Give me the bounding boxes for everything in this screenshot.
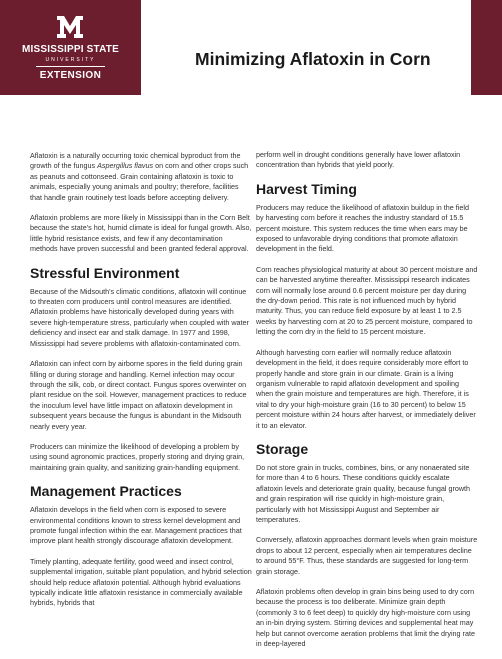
- paragraph: Aflatoxin problems are more likely in Mississippi than in the Corn Belt because the state's hot, humid climate is ideal for fungal growth. Also, little hybrid resistance exists, and few if any decontamination methods have proven successful and been granted federal approval.: [30, 213, 252, 254]
- section-heading-harvest-timing: Harvest Timing: [256, 180, 357, 197]
- header-accent-bar: [471, 0, 502, 95]
- paragraph: Although harvesting corn earlier will normally reduce aflatoxin development in the field, it does require considerably more effort to properly handle and store grain in our climate. Grain is a living organism vulnerable to rapid aflatoxin development and spoiling when the grain moisture and temperatures are high. Therefore, it is vital to dry your high-moisture grain (16 to 30 percent) to below 15 percent moisture within 24 hours after harvest, or immediately deliver it to an elevator.: [256, 347, 476, 430]
- paragraph: Aflatoxin can infect corn by airborne spores in the field during grain filling or during storage and handling. Kernel infection may occur through the silk, cob, or direct contact. Fungus spores overwinter on plant residue on the soil. However, management practices to reduce the inoculum level have little impact on aflatoxin development in subsequent years because the fungus is abundant in the Midsouth nearly every year.: [30, 359, 247, 431]
- species-name: Aspergillus flavus: [97, 161, 154, 171]
- paragraph: Timely planting, adequate fertility, good weed and insect control, supplemental irrigation, suitable plant population, and hybrid selection should help reduce aflatoxin potential. Although hybrid evaluations typically indicate little aflatoxin resistance in commercially available hybrids, hybrids that: [30, 556, 252, 608]
- paragraph: Aflatoxin problems often develop in grain bins being used to dry corn because the process is too deliberate. Minimize grain depth (commonly 3 to 6 feet deep) to quickly dry high-moisture corn using an in-bin drying system. Stirring devices and supplemental heat may help but cannot overcome aeration problems that limit the drying rate in deep-layered: [256, 587, 475, 649]
- section-heading-stressful-environment: Stressful Environment: [30, 264, 180, 281]
- section-heading-storage: Storage: [256, 440, 309, 457]
- left-column: [30, 151, 252, 619]
- paragraph: Producers may reduce the likelihood of aflatoxin buildup in the field by harvesting corn before it reaches the industry standard of 15.5 percent moisture. This system reduces the time when ears may be exposed to unfavorable drying conditions that promote aflatoxin development in the field.: [256, 202, 469, 254]
- section-heading-management-practices: Management Practices: [30, 483, 182, 500]
- paragraph: perform well in drought conditions generally have lower aflatoxin concentration than hybrids that yield poorly.: [256, 150, 461, 170]
- brand-university: UNIVERSITY: [45, 57, 96, 63]
- paragraph: Corn reaches physiological maturity at about 30 percent moisture and can be harvested anytime thereafter. Mississippi research indicates corn will normally lose around 0.6 percent moisture per day during the dry-down period. This rate is not influenced much by hybrid maturity. Thus, you can reduce field exposure by at least 1 to 2.5 weeks by harvesting corn at 20 to 25 percent moisture, compared to letting the corn dry in the field to 15 percent moisture.: [256, 264, 478, 337]
- intro-paragraph: Aflatoxin is a naturally occurring toxic chemical byproduct from the growth of the fungus Aspergillus flavus on corn and other crops such as peanuts and cottonseed. Grain containing aflatoxin is toxic to animals, especially young animals and poultry; therefore, facilities that handle grain routinely test loads before accepting delivery.: [30, 151, 249, 202]
- paragraph: Aflatoxin develops in the field when corn is exposed to severe environmental conditions known to stress kernel development and promote fungal infection within the ear. Management practices that improve plant health strongly discourage aflatoxin development.: [30, 505, 242, 546]
- msu-m-logo-icon: [56, 14, 84, 40]
- right-column: [256, 151, 478, 659]
- brand-unit: EXTENSION: [39, 70, 102, 81]
- logo-block: [0, 0, 141, 95]
- brand-divider: [36, 66, 105, 67]
- page-title: Minimizing Aflatoxin in Corn: [195, 49, 431, 69]
- brand-name: MISSISSIPPI STATE: [22, 44, 119, 55]
- paragraph: Producers can minimize the likelihood of developing a problem by using sound agronomic practices, properly storing and drying grain, maintaining grain quality, and sanitizing grain-handling equipment.: [30, 441, 245, 472]
- paragraph: Do not store grain in trucks, combines, bins, or any nonaerated site for more than 4 to 6 hours. These conditions quickly escalate aflatoxin levels and deteriorate grain quality, because fungal growth and grain respiration will rise quickly in high-moisture grain, particularly with hot Mississippi August and September air temperatures.: [256, 462, 471, 524]
- paragraph: Because of the Midsouth's climatic conditions, aflatoxin will continue to threaten corn producers until control measures are identified. Aflatoxin problems have historically developed during years with severe high-temperature stress, particularly when coupled with water deficiency and insect ear and stalk damage. In 1977 and 1998, Mississippi had severe problems with aflatoxin-contaminated corn.: [30, 286, 249, 348]
- paragraph: Conversely, aflatoxin approaches dormant levels when grain moisture drops to about 12 percent, especially when air temperatures decline to around 55°F. Thus, these standards are suggested for long-term grain storage.: [256, 535, 478, 576]
